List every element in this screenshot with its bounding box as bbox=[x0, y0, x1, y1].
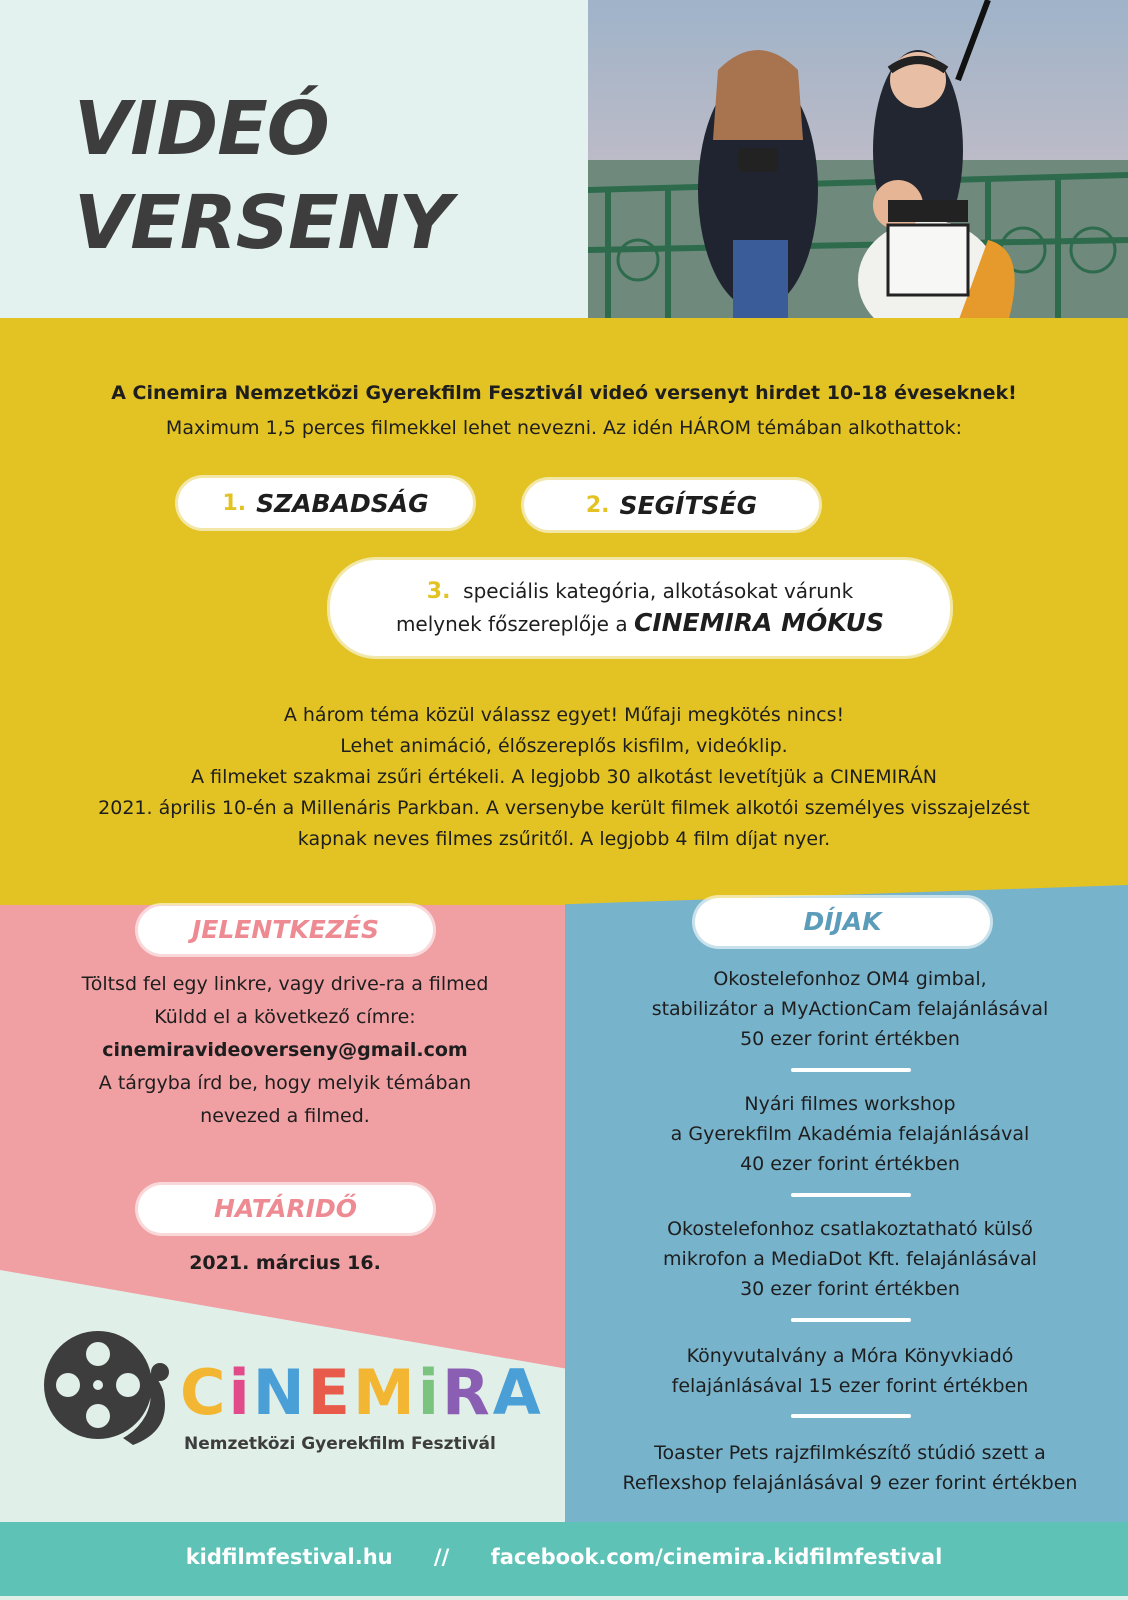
logo-letter: R bbox=[442, 1356, 493, 1429]
prize-line: Könyvutalvány a Móra Könyvkiadó bbox=[686, 1345, 1014, 1367]
kids-photo bbox=[588, 0, 1128, 322]
prize-line: felajánlásával 15 ezer forint értékben bbox=[671, 1375, 1029, 1397]
registration-heading: JELENTKEZÉS bbox=[138, 906, 433, 954]
theme-3-pill bbox=[330, 560, 950, 656]
registration-line: nevezed a filmed. bbox=[200, 1105, 370, 1127]
prize-divider bbox=[791, 1414, 911, 1418]
theme-3-number: 3. bbox=[426, 579, 451, 604]
prize-line: 40 ezer forint értékben bbox=[740, 1153, 960, 1175]
registration-line: A tárgyba írd be, hogy melyik témában bbox=[98, 1072, 472, 1094]
footer-separator: // bbox=[433, 1545, 450, 1569]
theme-1-pill bbox=[178, 478, 473, 528]
logo-subtitle: Nemzetközi Gyerekfilm Fesztivál bbox=[184, 1434, 496, 1454]
logo-letter: i bbox=[228, 1356, 253, 1429]
prize-divider bbox=[791, 1068, 911, 1072]
logo-wordmark bbox=[180, 1356, 544, 1429]
logo-letter: i bbox=[417, 1356, 442, 1429]
theme-1-label: SZABADSÁG bbox=[256, 488, 429, 518]
website-link[interactable]: kidfilmfestival.hu bbox=[185, 1545, 393, 1569]
intro-subline: Maximum 1,5 perces filmekkel lehet nevezni. Az idén HÁROM témában alkothattok: bbox=[165, 417, 963, 439]
prize-item bbox=[590, 964, 1110, 1054]
details-line: A három téma közül válassz egyet! Műfaji megkötés nincs! bbox=[283, 704, 845, 726]
prize-line: Nyári filmes workshop bbox=[744, 1093, 956, 1115]
theme-1-number: 1. bbox=[222, 490, 247, 516]
theme-3-line2-prefix: melynek főszereplője a bbox=[395, 612, 628, 636]
prize-line: a Gyerekfilm Akadémia felajánlásával bbox=[670, 1123, 1030, 1145]
deadline-heading: HATÁRIDŐ bbox=[138, 1185, 433, 1233]
registration-email[interactable]: cinemiravideoverseny@gmail.com bbox=[102, 1039, 468, 1061]
details-line: 2021. április 10-én a Millenáris Parkban. A versenybe került filmek alkotói személyes visszajelzést bbox=[98, 797, 1030, 819]
registration-text bbox=[40, 968, 530, 1133]
logo-letter: A bbox=[492, 1356, 544, 1429]
prize-item bbox=[590, 1341, 1110, 1401]
prize-item bbox=[590, 1438, 1110, 1498]
footer-links bbox=[0, 1545, 1128, 1569]
prize-line: mikrofon a MediaDot Kft. felajánlásával bbox=[663, 1248, 1037, 1270]
theme-2-number: 2. bbox=[585, 492, 610, 518]
facebook-link[interactable]: facebook.com/cinemira.kidfilmfestival bbox=[490, 1545, 943, 1569]
theme-3-line2-bold: CINEMIRA MÓKUS bbox=[633, 608, 885, 637]
logo-letter: N bbox=[252, 1356, 308, 1429]
film-reel-squirrel-icon bbox=[38, 1320, 178, 1450]
prize-divider bbox=[791, 1318, 911, 1322]
theme-3-line1: speciális kategória, alkotásokat várunk bbox=[463, 579, 854, 603]
theme-2-pill bbox=[524, 480, 819, 530]
details-line: A filmeket szakmai zsűri értékeli. A legjobb 30 alkotást levetítjük a CINEMIRÁN bbox=[191, 766, 937, 788]
title-line-2: VERSENY bbox=[74, 180, 452, 266]
intro-headline: A Cinemira Nemzetközi Gyerekfilm Fesztivál videó versenyt hirdet 10-18 éveseknek! bbox=[111, 382, 1017, 404]
prize-line: stabilizátor a MyActionCam felajánlásával bbox=[651, 998, 1049, 1020]
registration-line: Küldd el a következő címre: bbox=[154, 1006, 416, 1028]
logo-letter: C bbox=[180, 1356, 229, 1429]
prize-item bbox=[590, 1214, 1110, 1304]
prize-line: Okostelefonhoz OM4 gimbal, bbox=[713, 968, 987, 990]
prize-line: 50 ezer forint értékben bbox=[740, 1028, 960, 1050]
details-line: kapnak neves filmes zsűritől. A legjobb 4 film díjat nyer. bbox=[297, 828, 831, 850]
logo-letter: E bbox=[307, 1356, 354, 1429]
prize-divider bbox=[791, 1193, 911, 1197]
prizes-heading: DÍJAK bbox=[695, 898, 990, 946]
logo-letter: M bbox=[353, 1356, 418, 1429]
deadline-date: 2021. március 16. bbox=[189, 1252, 381, 1274]
prize-line: Toaster Pets rajzfilmkészítő stúdió szett a bbox=[654, 1442, 1046, 1464]
prize-item bbox=[590, 1089, 1110, 1179]
theme-2-label: SEGÍTSÉG bbox=[619, 490, 758, 520]
title-line-1: VIDEÓ bbox=[74, 86, 329, 172]
registration-line: Töltsd fel egy linkre, vagy drive-ra a filmed bbox=[81, 973, 489, 995]
prize-line: 30 ezer forint értékben bbox=[740, 1278, 960, 1300]
details-line: Lehet animáció, élőszereplős kisfilm, videóklip. bbox=[340, 735, 788, 757]
prize-line: Reflexshop felajánlásával 9 ezer forint értékben bbox=[622, 1472, 1078, 1494]
prize-line: Okostelefonhoz csatlakoztatható külső bbox=[667, 1218, 1033, 1240]
details-block bbox=[0, 700, 1128, 855]
